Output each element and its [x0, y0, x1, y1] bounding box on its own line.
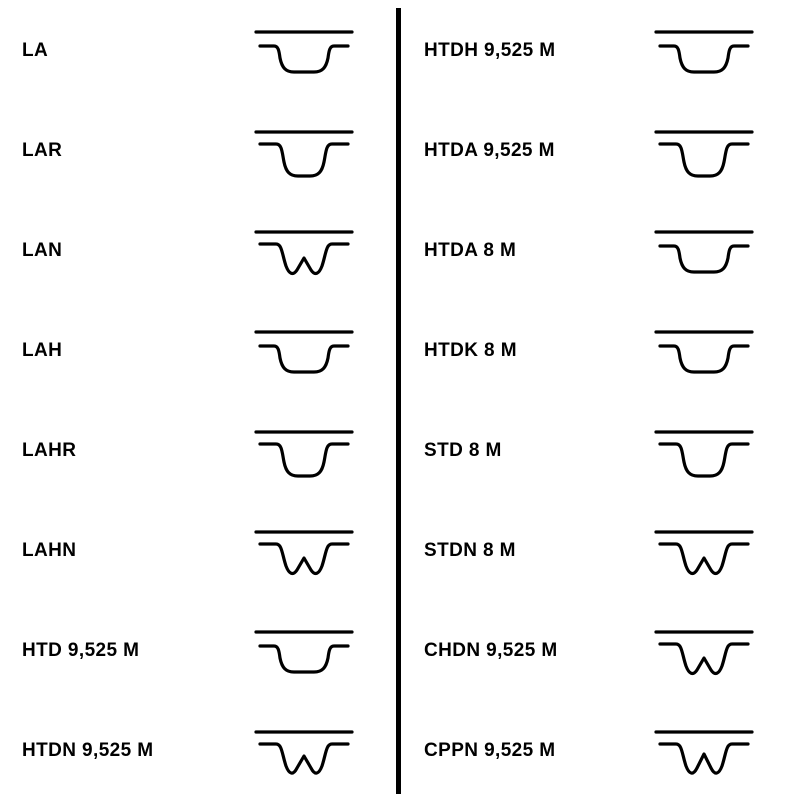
tooth-profile-round-deep-icon: [252, 118, 356, 182]
profile-row: [22, 200, 390, 300]
profile-row: [424, 200, 790, 300]
profile-label: HTDA 8 M: [424, 239, 517, 261]
profile-label: LAN: [22, 239, 63, 261]
tooth-profile-round-notched-sharp-icon: [652, 718, 756, 782]
profile-label: HTDA 9,525 M: [424, 139, 555, 161]
profile-label: STDN 8 M: [424, 539, 516, 561]
profile-label: CPPN 9,525 M: [424, 739, 556, 761]
profile-label: HTDK 8 M: [424, 339, 517, 361]
profile-label: LAHN: [22, 539, 77, 561]
tooth-profile-round-deep-icon: [652, 118, 756, 182]
profile-row: [424, 400, 790, 500]
tooth-profile-round-notched-icon: [652, 518, 756, 582]
tooth-profile-round-deep-icon: [252, 418, 356, 482]
profile-row: [424, 0, 790, 100]
tooth-profile-trapezoid-flat-wide-icon: [652, 318, 756, 382]
profile-label: HTD 9,525 M: [22, 639, 140, 661]
profile-row: [22, 500, 390, 600]
profile-row: [22, 300, 390, 400]
tooth-profile-trapezoid-flat-wide-icon: [252, 618, 356, 682]
profile-row: [22, 700, 390, 800]
right-column: [400, 0, 800, 800]
tooth-profile-round-notched-icon: [252, 218, 356, 282]
tooth-profile-round-notched-icon: [252, 518, 356, 582]
tooth-profile-trapezoid-flat-wide-icon: [252, 18, 356, 82]
profile-label: HTDH 9,525 M: [424, 39, 556, 61]
profile-row: [22, 400, 390, 500]
profile-label: LAHR: [22, 439, 77, 461]
profile-row: [22, 100, 390, 200]
profile-row: [424, 700, 790, 800]
profile-label: LA: [22, 39, 49, 61]
profile-row: [424, 500, 790, 600]
tooth-profile-trapezoid-flat-wide-icon: [652, 18, 756, 82]
tooth-profile-trapezoid-flat-wide-icon: [252, 318, 356, 382]
profile-label: CHDN 9,525 M: [424, 639, 558, 661]
tooth-profile-round-notched-icon: [652, 618, 756, 682]
profile-row: [22, 600, 390, 700]
profile-label: STD 8 M: [424, 439, 502, 461]
profile-label: HTDN 9,525 M: [22, 739, 154, 761]
profile-row: [424, 300, 790, 400]
tooth-profile-trapezoid-flat-wide-icon: [652, 218, 756, 282]
profile-label: LAR: [22, 139, 63, 161]
profile-row: [424, 100, 790, 200]
profile-row: [22, 0, 390, 100]
profile-row: [424, 600, 790, 700]
profile-label: LAH: [22, 339, 63, 361]
tooth-profile-round-notched-icon: [252, 718, 356, 782]
tooth-profile-round-deep-icon: [652, 418, 756, 482]
